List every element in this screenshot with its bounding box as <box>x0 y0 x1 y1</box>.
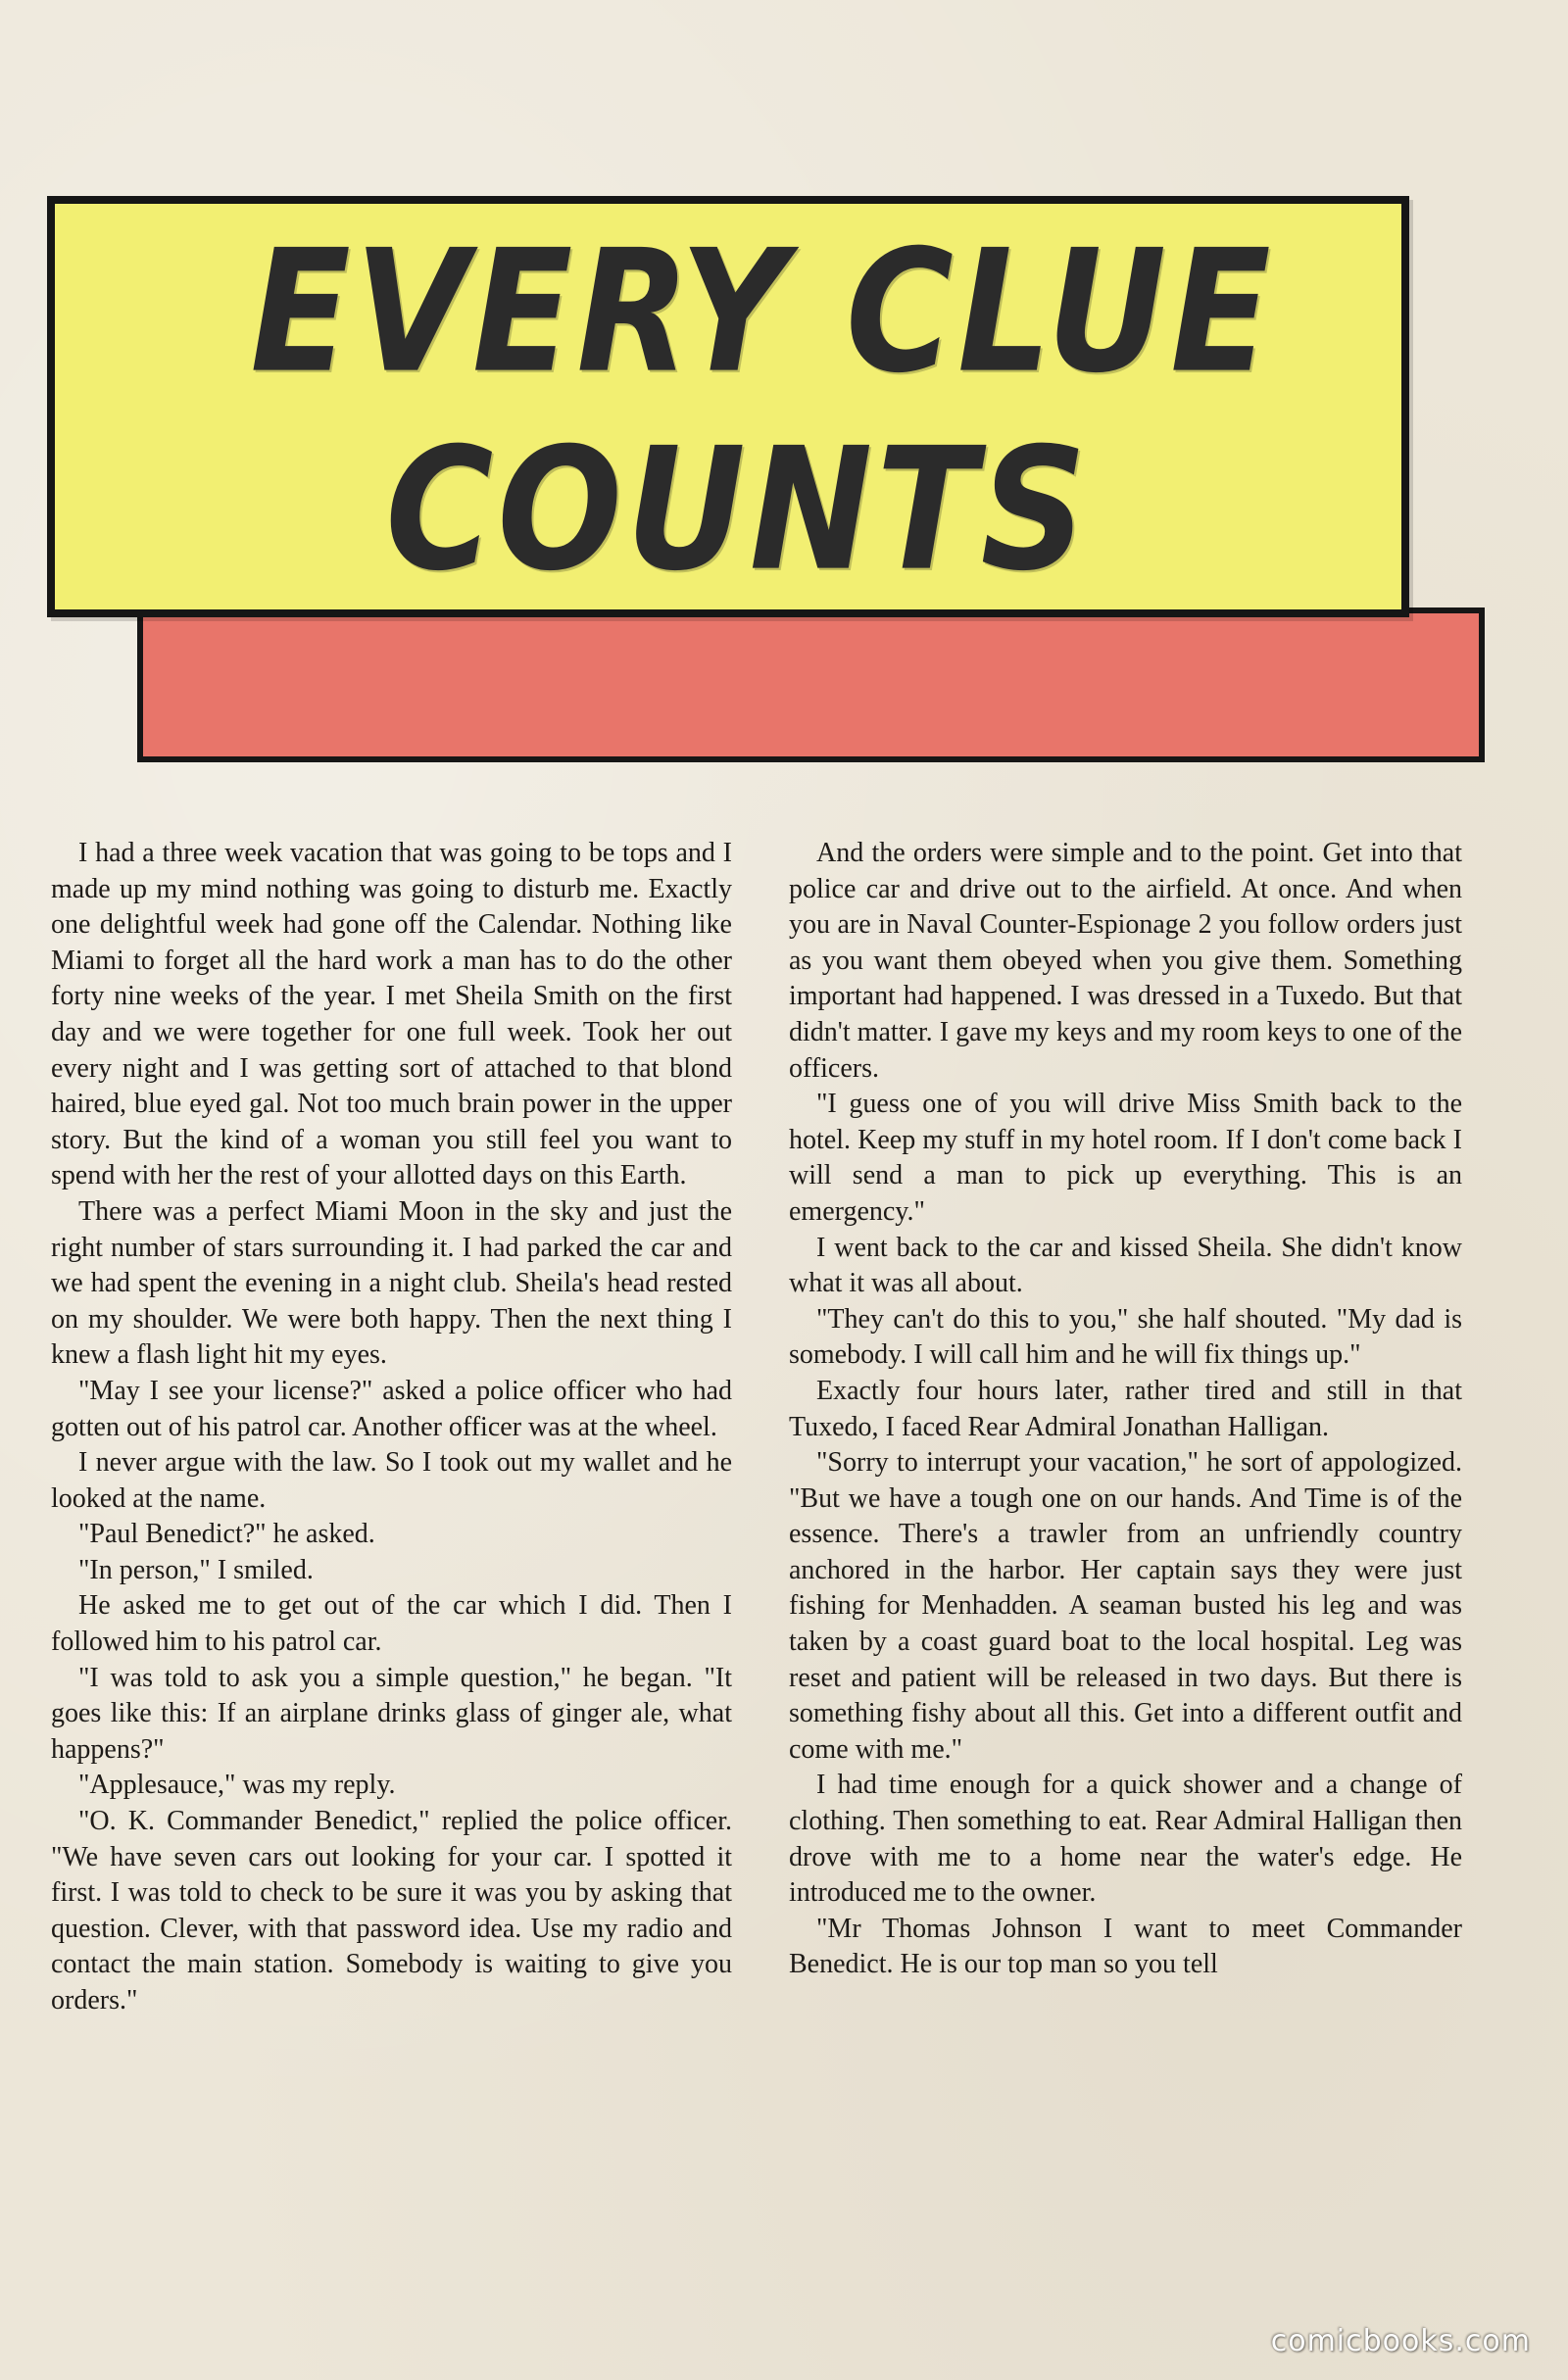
paragraph: "O. K. Commander Benedict," replied the police officer. "We have seven cars out looking for your car. I spotted it first. I was told to check to be sure it was you by asking that question. Clever, with that password idea. Use my radio and contact the main station. Somebody is waiting to give you orders." <box>51 1806 732 2016</box>
paragraph: There was a perfect Miami Moon in the sky and just the right number of stars surrounding it. I had parked the car and we had spent the evening in a night club. Sheila's head rested on my shoulder. We were both happy. Then the next thing I knew a flash light hit my eyes. <box>51 1195 732 1371</box>
paragraph: "Applesauce," was my reply. <box>78 1770 396 1801</box>
title-shadow-panel <box>137 607 1485 762</box>
story-column-left <box>51 836 732 2019</box>
paragraph: "I was told to ask you a simple question," he began. "It goes like this: If an airplane drinks glass of ginger ale, what happens?" <box>51 1662 732 1765</box>
paragraph: I went back to the car and kissed Sheila. She didn't know what it was all about. <box>789 1232 1462 1299</box>
paragraph: "They can't do this to you," she half shouted. "My dad is somebody. I will call him and he will fix things up." <box>789 1303 1462 1371</box>
title-line-2: COUNTS <box>385 412 1091 609</box>
title-line-1: EVERY CLUE <box>250 214 1275 412</box>
paragraph: I had time enough for a quick shower and a change of clothing. Then something to eat. Rear Admiral Halligan then drove with me to a home near the water's edge. He introduced me to the owner. <box>789 1770 1462 1909</box>
site-watermark: comicbooks.com <box>1270 2324 1531 2358</box>
paragraph: I had a three week vacation that was going to be tops and I made up my mind nothing was going to disturb me. Exactly one delightful week had gone off the Calendar. Nothing like Miami to forget all the hard work a man has to do the other forty nine weeks of the year. I met Sheila Smith on the first day and we were together for one full week. Took her out every night and I was getting sort of attached to that blond haired, blue eyed gal. Not too much brain power in the upper story. But the kind of a woman you still feel you want to spend with her the rest of your allotted days on this Earth. <box>51 838 732 1191</box>
paragraph: "In person," I smiled. <box>78 1554 314 1585</box>
paragraph: "Paul Benedict?" he asked. <box>78 1519 375 1550</box>
paragraph: "I guess one of you will drive Miss Smith back to the hotel. Keep my stuff in my hotel room. If I don't come back I will send a man to pick up everything. This is an emergency." <box>789 1089 1462 1227</box>
paragraph: "Mr Thomas Johnson I want to meet Commander Benedict. He is our top man so you tell <box>789 1913 1462 1980</box>
paragraph: And the orders were simple and to the point. Get into that police car and drive out to the airfield. At once. And when you are in Naval Counter-Espionage 2 you follow orders just as you want them obeyed when you give them. Something important had happened. I was dressed in a Tuxedo. But that didn't matter. I gave my keys and my room keys to one of the officers. <box>789 838 1462 1084</box>
paragraph: "May I see your license?" asked a police officer who had gotten out of his patrol car. Another officer was at the wheel. <box>51 1375 732 1442</box>
story-title <box>47 196 1409 617</box>
paragraph: "Sorry to interrupt your vacation," he sort of appologized. "But we have a tough one on our hands. And Time is of the essence. There's a trawler from an unfriendly country anchored in the harbor. Her captain says they were just fishing for Menhadden. A seaman busted his leg and was taken by a coast guard boat to the local hospital. Leg was reset and patient will be released in two days. But there is something fishy about all this. Get into a different outfit and come with me." <box>789 1447 1462 1765</box>
story-column-right <box>789 836 1462 1983</box>
paragraph: Exactly four hours later, rather tired and still in that Tuxedo, I faced Rear Admiral Jonathan Halligan. <box>789 1375 1462 1442</box>
paragraph: I never argue with the law. So I took out my wallet and he looked at the name. <box>51 1447 732 1514</box>
paragraph: He asked me to get out of the car which I did. Then I followed him to his patrol car. <box>51 1590 732 1658</box>
